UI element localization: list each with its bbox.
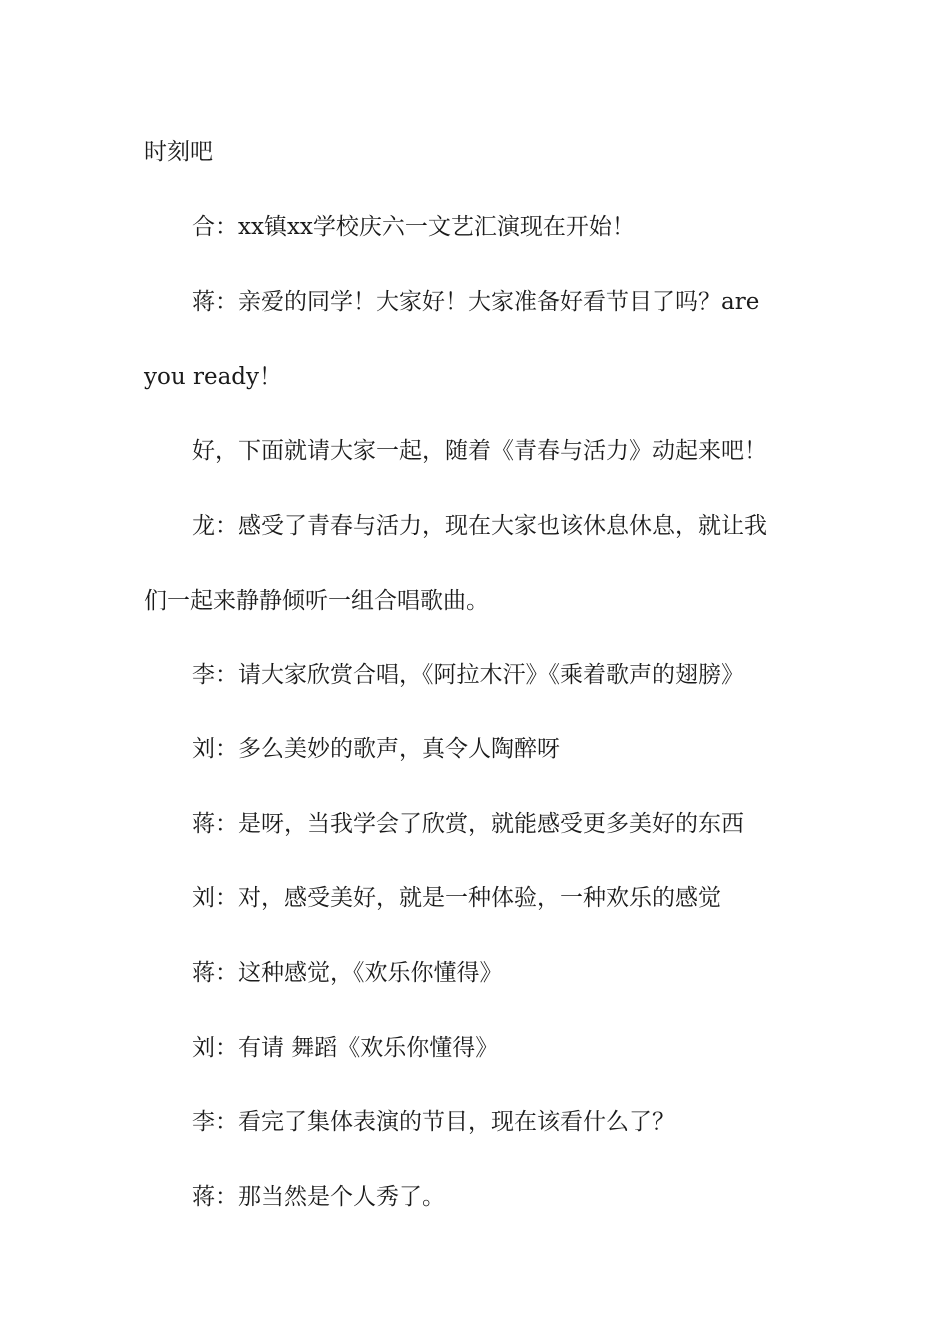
text-line: you ready！	[144, 364, 282, 390]
text-line: 蒋：是呀，当我学会了欣赏，就能感受更多美好的东西	[192, 811, 744, 837]
text-line: 合：xx镇xx学校庆六一文艺汇演现在开始！	[192, 214, 635, 240]
text-line: 蒋：亲爱的同学！大家好！大家准备好看节目了吗？are	[192, 289, 760, 315]
text-line: 刘：对，感受美好，就是一种体验，一种欢乐的感觉	[192, 885, 721, 911]
text-line: 蒋：那当然是个人秀了。	[192, 1184, 445, 1210]
text-line: 李：看完了集体表演的节目，现在该看什么了？	[192, 1109, 675, 1135]
text-line: 龙：感受了青春与活力，现在大家也该休息休息，就让我	[192, 513, 767, 539]
text-line: 刘：有请 舞蹈《欢乐你懂得》	[192, 1035, 499, 1061]
text-line: 好，下面就请大家一起，随着《青春与活力》动起来吧！	[192, 438, 767, 464]
text-line: 李：请大家欣赏合唱，《阿拉木汗》《乘着歌声的翅膀》	[192, 662, 744, 688]
text-line: 们一起来静静倾听一组合唱歌曲。	[144, 588, 489, 614]
text-line: 刘：多么美妙的歌声，真令人陶醉呀	[192, 736, 560, 762]
text-line: 蒋：这种感觉，《欢乐你懂得》	[192, 960, 503, 986]
text-line: 时刻吧	[144, 139, 213, 165]
